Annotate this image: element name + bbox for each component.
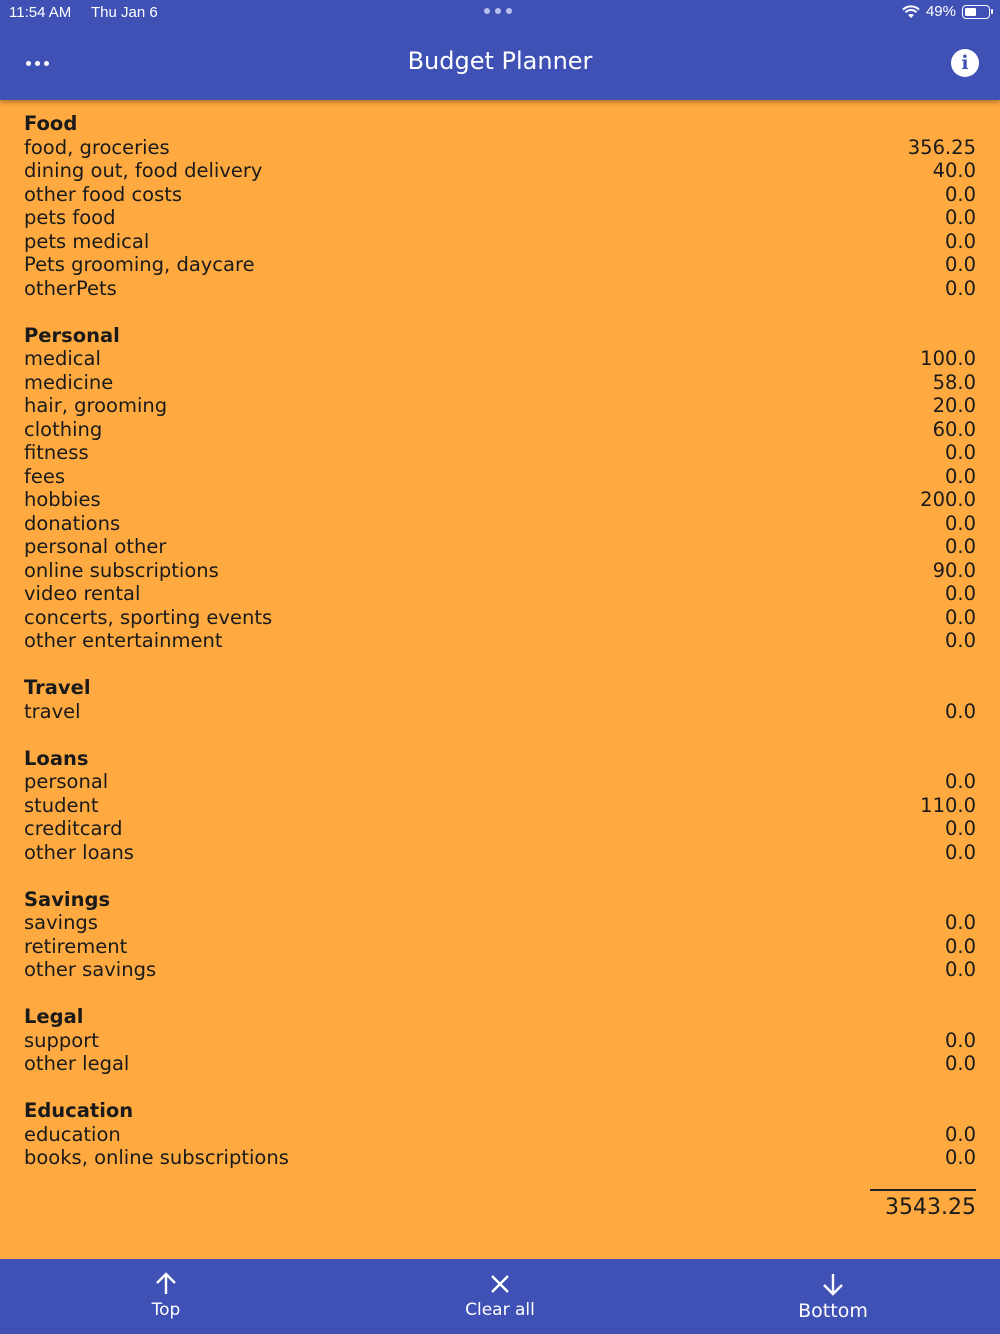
budget-row[interactable] [24, 394, 976, 418]
budget-item-label: student [24, 793, 99, 817]
bottom-label: Bottom [798, 1300, 868, 1322]
budget-row[interactable] [24, 606, 976, 630]
section-education [24, 1099, 976, 1170]
battery-percent: 49% [925, 3, 956, 20]
budget-item-amount[interactable]: 0.0 [944, 582, 976, 605]
budget-row[interactable] [24, 441, 976, 465]
app-bar [0, 0, 1000, 100]
budget-row[interactable] [24, 277, 976, 301]
budget-row[interactable] [24, 958, 976, 982]
clear-all-button[interactable] [400, 1259, 600, 1334]
budget-row[interactable] [24, 841, 976, 865]
section-title: Food [24, 112, 78, 135]
budget-item-amount[interactable]: 0.0 [944, 1122, 976, 1146]
budget-item-label: support [24, 1028, 99, 1052]
top-button[interactable] [66, 1259, 266, 1334]
budget-row[interactable] [24, 1052, 976, 1076]
budget-item-label: medicine [24, 370, 114, 394]
budget-item-amount[interactable]: 0.0 [944, 441, 976, 464]
budget-item-label: concerts, sporting events [24, 605, 273, 629]
section-loans [24, 747, 976, 865]
budget-item-amount[interactable]: 0.0 [944, 535, 976, 558]
budget-row[interactable] [24, 136, 976, 160]
budget-item-label: travel [24, 699, 81, 723]
close-icon [487, 1271, 513, 1297]
section-personal [24, 324, 976, 653]
budget-item-amount[interactable]: 0.0 [944, 1146, 976, 1169]
budget-item-amount[interactable]: 0.0 [944, 934, 976, 958]
budget-item-amount[interactable]: 0.0 [944, 276, 976, 300]
budget-row[interactable] [24, 488, 976, 512]
budget-item-label: savings [24, 911, 98, 934]
budget-row[interactable] [24, 465, 976, 489]
budget-item-amount[interactable]: 0.0 [944, 770, 976, 793]
budget-row[interactable] [24, 206, 976, 230]
budget-item-amount[interactable]: 0.0 [944, 840, 976, 864]
budget-item-label: retirement [24, 934, 128, 958]
bottom-nav [0, 1259, 1000, 1334]
section-title: Travel [24, 676, 91, 699]
total-divider [870, 1189, 976, 1191]
budget-item-amount[interactable]: 0.0 [944, 1052, 976, 1075]
budget-row[interactable] [24, 1123, 976, 1147]
budget-item-amount[interactable]: 0.0 [944, 911, 976, 934]
budget-item-label: other food costs [24, 182, 183, 206]
info-icon[interactable]: i [951, 49, 979, 77]
section-savings [24, 888, 976, 982]
budget-item-amount[interactable]: 0.0 [944, 464, 976, 488]
budget-row[interactable] [24, 629, 976, 653]
arrow-up-icon [153, 1271, 179, 1297]
budget-item-amount[interactable]: 200.0 [920, 488, 976, 511]
section-title: Legal [24, 1005, 84, 1028]
section-travel [24, 676, 976, 723]
budget-row[interactable] [24, 911, 976, 935]
budget-item-label: donations [24, 511, 121, 535]
status-date: Thu Jan 6 [91, 4, 158, 21]
budget-row[interactable] [24, 418, 976, 442]
section-food [24, 112, 976, 300]
budget-item-amount[interactable]: 90.0 [932, 558, 976, 582]
budget-item-label: other savings [24, 958, 157, 981]
budget-item-amount[interactable]: 110.0 [920, 793, 976, 817]
status-time: 11:54 AM [9, 4, 72, 21]
budget-row[interactable] [24, 1146, 976, 1170]
budget-item-label: pets medical [24, 229, 150, 253]
budget-item-label: online subscriptions [24, 558, 219, 582]
budget-row[interactable] [24, 183, 976, 207]
budget-item-label: other legal [24, 1052, 130, 1075]
budget-item-label: creditcard [24, 817, 123, 840]
budget-row[interactable] [24, 535, 976, 559]
bottom-button[interactable] [733, 1259, 933, 1334]
budget-row[interactable] [24, 770, 976, 794]
budget-item-amount[interactable]: 0.0 [944, 1028, 976, 1052]
budget-item-amount[interactable]: 40.0 [932, 159, 976, 182]
status-right [902, 3, 990, 20]
budget-item-label: fees [24, 464, 66, 488]
arrow-down-icon [820, 1271, 846, 1297]
budget-row[interactable] [24, 230, 976, 254]
budget-row[interactable] [24, 159, 976, 183]
total-amount: 3543.25 [885, 1195, 976, 1220]
budget-item-label: books, online subscriptions [24, 1146, 289, 1169]
budget-item-amount[interactable]: 356.25 [907, 135, 976, 159]
budget-item-label: other loans [24, 840, 134, 864]
budget-item-label: Pets grooming, daycare [24, 253, 255, 276]
budget-row[interactable] [24, 582, 976, 606]
section-title: Education [24, 1099, 134, 1122]
budget-item-amount[interactable]: 0.0 [944, 699, 976, 723]
budget-row[interactable] [24, 700, 976, 724]
budget-item-amount[interactable]: 20.0 [932, 394, 976, 417]
budget-item-label: fitness [24, 441, 89, 464]
section-title: Savings [24, 887, 111, 911]
budget-item-label: pets food [24, 206, 116, 229]
budget-item-amount[interactable]: 60.0 [932, 417, 976, 441]
budget-item-label: personal other [24, 535, 167, 558]
top-label: Top [151, 1300, 181, 1320]
section-title: Loans [24, 746, 89, 770]
budget-item-label: food, groceries [24, 135, 170, 159]
budget-item-amount[interactable]: 0.0 [944, 206, 976, 229]
page-title: Budget Planner [407, 47, 593, 75]
budget-item-label: video rental [24, 582, 141, 605]
budget-row[interactable] [24, 794, 976, 818]
budget-row[interactable] [24, 253, 976, 277]
budget-item-amount[interactable]: 0.0 [944, 229, 976, 253]
budget-list [24, 112, 976, 1193]
budget-item-amount[interactable]: 0.0 [944, 629, 976, 652]
budget-item-label: dining out, food delivery [24, 159, 263, 182]
budget-item-amount[interactable]: 0.0 [944, 605, 976, 629]
budget-item-amount[interactable]: 0.0 [944, 817, 976, 840]
budget-item-amount[interactable]: 0.0 [944, 182, 976, 206]
budget-item-label: personal [24, 770, 109, 793]
budget-item-label: hair, grooming [24, 394, 168, 417]
budget-item-label: hobbies [24, 488, 101, 511]
multitasking-dots-icon[interactable] [484, 8, 512, 14]
battery-icon [962, 5, 990, 19]
budget-row[interactable] [24, 1029, 976, 1053]
budget-item-amount[interactable]: 0.0 [944, 253, 976, 276]
clear-all-label: Clear all [465, 1300, 535, 1320]
budget-item-label: otherPets [24, 276, 117, 300]
budget-item-label: education [24, 1122, 121, 1146]
budget-row[interactable] [24, 817, 976, 841]
budget-row[interactable] [24, 559, 976, 583]
budget-item-amount[interactable]: 58.0 [932, 370, 976, 394]
budget-item-amount[interactable]: 0.0 [944, 958, 976, 981]
budget-row[interactable] [24, 512, 976, 536]
budget-row[interactable] [24, 347, 976, 371]
section-title: Personal [24, 323, 120, 347]
budget-item-amount[interactable]: 0.0 [944, 511, 976, 535]
budget-item-label: other entertainment [24, 629, 223, 652]
budget-item-label: clothing [24, 417, 103, 441]
budget-item-label: medical [24, 347, 101, 370]
section-legal [24, 1005, 976, 1076]
wifi-icon [902, 5, 920, 19]
budget-row[interactable] [24, 371, 976, 395]
budget-item-amount[interactable]: 100.0 [920, 347, 976, 370]
budget-row[interactable] [24, 935, 976, 959]
